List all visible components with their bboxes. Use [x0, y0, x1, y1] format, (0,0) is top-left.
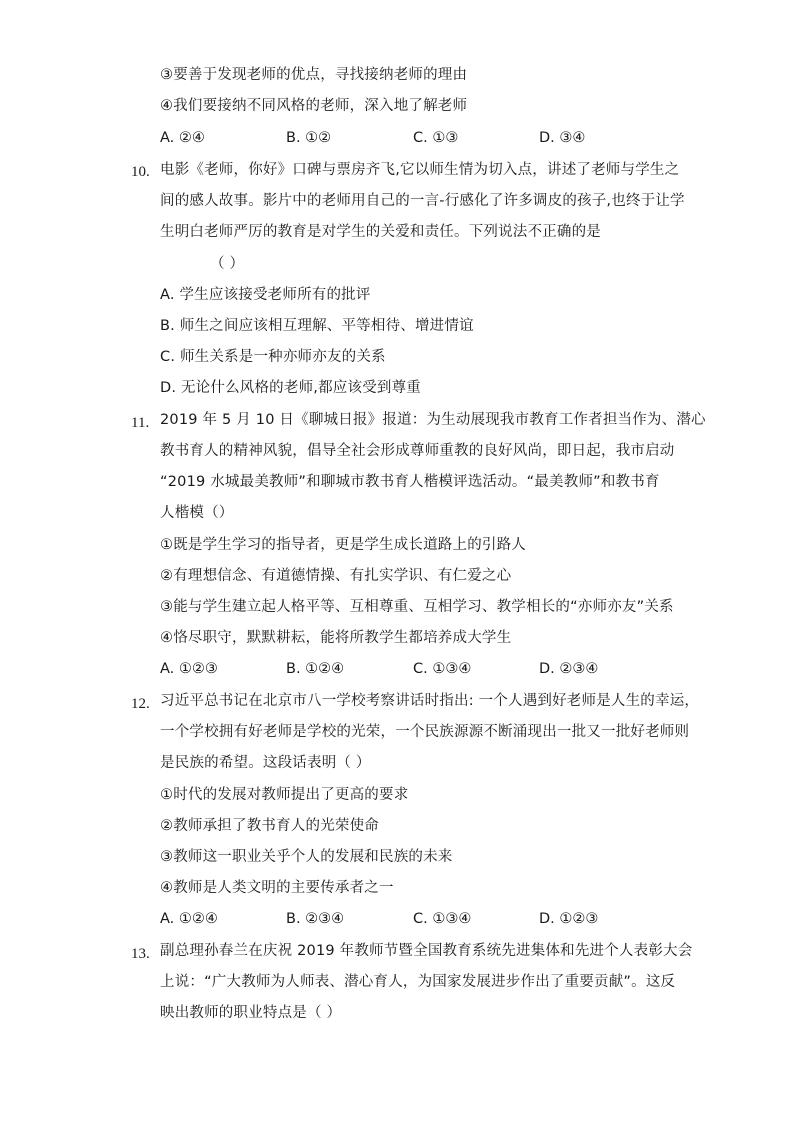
- q12-number: 12.: [131, 696, 150, 712]
- q11-option-b: B. ①②④: [286, 661, 345, 677]
- q12-option-c: C. ①③④: [413, 911, 472, 927]
- q11-item-1: ①既是学生学习的指导者，更是学生成长道路上的引路人: [160, 537, 526, 553]
- q11-item-3: ③能与学生建立起人格平等、互相尊重、互相学习、教学相长的“亦师亦友”关系: [160, 599, 674, 615]
- q13-stem-line-1: 副总理孙春兰在庆祝 2019 年教师节暨全国教育系统先进集体和先进个人表彰大会: [160, 943, 693, 959]
- q11-option-c: C. ①③④: [413, 661, 472, 677]
- q12-option-d: D. ①②③: [539, 911, 599, 927]
- q10-option-d: D. 无论什么风格的老师,都应该受到尊重: [160, 380, 421, 396]
- q11-stem-line-3: “2019 水城最美教师”和聊城市教书育人楷模评选活动。“最美教师”和教书育: [160, 474, 660, 490]
- q11-option-d: D. ②③④: [539, 661, 599, 677]
- q12-item-2: ②教师承担了教书育人的光荣使命: [160, 818, 379, 834]
- q11-stem-line-1: 2019 年 5 月 10 日《聊城日报》报道：为生动展现我市教育工作者担当作为、潜心: [160, 412, 706, 428]
- q13-stem-line-2: 上说：“广大教师为人师表、潜心育人，为国家发展进步作出了重要贡献”。这反: [160, 974, 676, 990]
- q11-stem-line-4: 人楷模（）: [160, 505, 234, 521]
- q11-number: 11.: [131, 415, 150, 431]
- q9-option-a: A. ②④: [160, 130, 205, 146]
- q10-option-c: C. 师生关系是一种亦师亦友的关系: [160, 349, 386, 365]
- q10-option-b: B. 师生之间应该相互理解、平等相待、增进情谊: [160, 318, 474, 334]
- q10-stem-line-3: 生明白老师严厉的教育是对学生的关爱和责任。下列说法不正确的是: [160, 224, 601, 240]
- q10-stem-line-2: 间的感人故事。影片中的老师用自己的一言-行感化了许多调皮的孩子,也终于让学: [160, 193, 685, 209]
- q11-stem-line-2: 教书育人的精神风貌，倡导全社会形成尊师重教的良好风尚，即日起，我市启动: [160, 443, 675, 459]
- q12-stem-line-3: 是民族的希望。这段话表明（ ）: [160, 755, 371, 771]
- q10-answer-blank: （ ）: [210, 256, 245, 272]
- q11-item-4: ④恪尽职守，默默耕耘，能将所教学生都培养成大学生: [160, 630, 512, 646]
- q9-item-4: ④我们要接纳不同风格的老师，深入地了解老师: [160, 98, 468, 114]
- q9-option-d: D. ③④: [539, 130, 586, 146]
- q12-option-a: A. ①②④: [160, 911, 218, 927]
- q12-item-4: ④教师是人类文明的主要传承者之一: [160, 880, 394, 896]
- q11-option-a: A. ①②③: [160, 661, 218, 677]
- q11-item-2: ②有理想信念、有道德情操、有扎实学识、有仁爱之心: [160, 568, 512, 584]
- q9-option-c: C. ①③: [413, 130, 459, 146]
- q13-stem-line-3: 映出教师的职业特点是（ ）: [160, 1005, 342, 1021]
- q12-stem-line-2: 一个学校拥有好老师是学校的光荣，一个民族源源不断涌现出一批又一批好老师则: [160, 724, 690, 740]
- q12-item-1: ①时代的发展对教师提出了更高的要求: [160, 787, 409, 803]
- q10-option-a: A. 学生应该接受老师所有的批评: [160, 287, 371, 303]
- q9-item-3: ③要善于发现老师的优点，寻找接纳老师的理由: [160, 67, 468, 83]
- q12-option-b: B. ②③④: [286, 911, 345, 927]
- q10-number: 10.: [131, 164, 150, 180]
- q13-number: 13.: [131, 946, 150, 962]
- q12-item-3: ③教师这一职业关乎个人的发展和民族的未来: [160, 849, 453, 865]
- q9-option-b: B. ①②: [286, 130, 332, 146]
- q10-stem-line-1: 电影《老师，你好》口碑与票房齐飞,它以师生情为切入点，讲述了老师与学生之: [160, 162, 680, 178]
- q12-stem-line-1: 习近平总书记在北京市八一学校考察讲话时指出: 一个人遇到好老师是人生的幸运，: [160, 693, 700, 709]
